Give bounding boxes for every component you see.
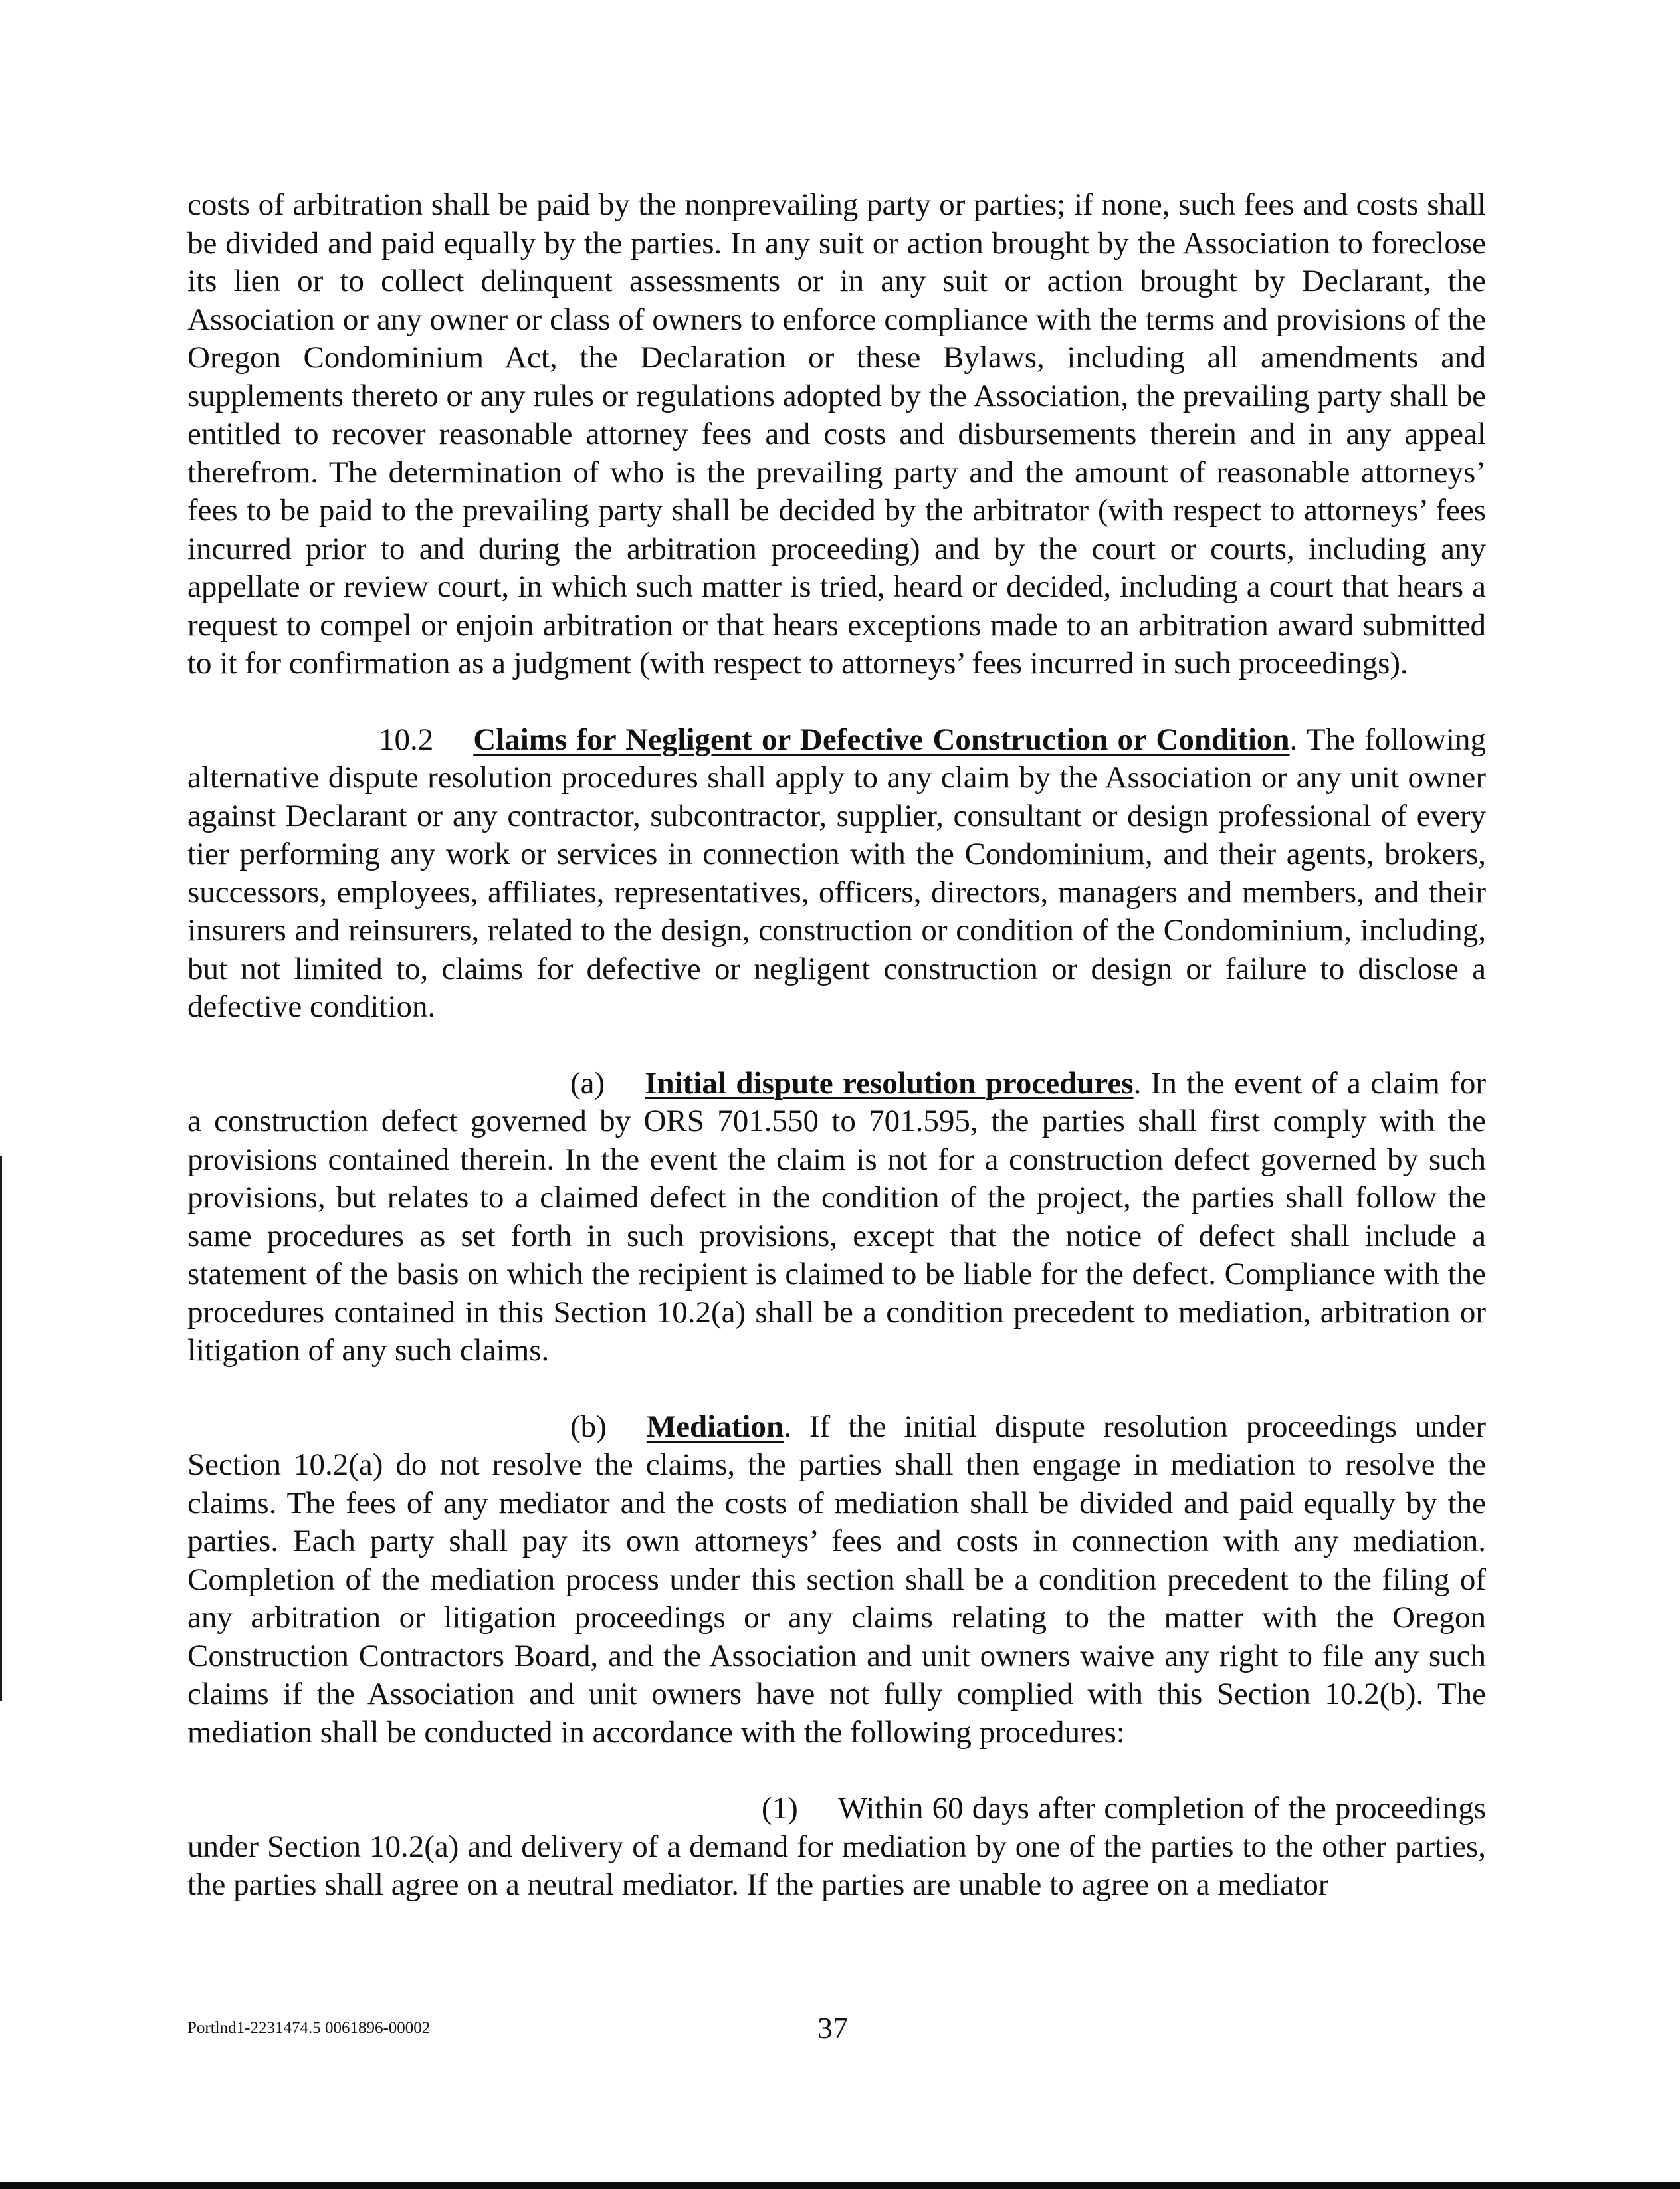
footer-document-id: Portlnd1-2231474.5 0061896-00002 [187,2019,431,2037]
subsection-b [187,1408,1486,1752]
paragraph-gap [187,1027,1486,1065]
clause-text: Within 60 days after completion of the proceedings under Section 10.2(a) and delivery of a demand for mediation by one of the parties to the other parties, the parties shall agree on a neutral mediator. If the parties are unable to agree on a mediator [187,1791,1486,1902]
section-text: . The following alternative dispute resolution procedures shall apply to any claim by the Association or any unit owner against Declarant or any contractor, subcontractor, supplier, consultant or design professional of every tier performing any work or services in connection with the Condominium, and their agents, brokers, successors, employees, affiliates, representatives, officers, directors, managers and members, and their insurers and reinsurers, related to the design, construction or condition of the Condominium, including, but not limited to, claims for defective or negligent construction or design or failure to disclose a defective condition. [187,722,1486,1024]
subsection-heading: Initial dispute resolution procedures [645,1065,1134,1100]
section-10-2 [187,721,1486,1027]
subsection-label: (b) [570,1409,607,1444]
scan-edge-bottom [0,2182,1680,2189]
paragraph-gap [187,683,1486,721]
subsection-a [187,1065,1486,1370]
document-body [187,186,1486,1905]
subsection-text: . If the initial dispute resolution proceedings under Section 10.2(a) do not resolve the claims, the parties shall then engage in mediation to resolve the claims. The fees of any mediator and the costs of mediation shall be divided and paid equally by the parties. Each party shall pay its own attorneys’ fees and costs in connection with any mediation. Completion of the mediation process under this section shall be a condition precedent to the filing of any arbitration or litigation proceedings or any claims relating to the matter with the Oregon Construction Contractors Board, and the Association and unit owners waive any right to file any such claims if the Association and unit owners have not fully complied with this Section 10.2(b). The mediation shall be conducted in accordance with the following procedures: [187,1409,1486,1750]
clause-label: (1) [762,1791,798,1825]
subsection-text: . In the event of a claim for a construction defect governed by ORS 701.550 to 701.595, the parties shall first comply with the provisions contained therein. In the event the claim is not for a construction defect governed by such provisions, but relates to a claimed defect in the condition of the project, the parties shall follow the same procedures as set forth in such provisions, except that the notice of defect shall include a statement of the basis on which the recipient is claimed to be liable for the defect. Compliance with the procedures contained in this Section 10.2(a) shall be a condition precedent to mediation, arbitration or litigation of any such claims. [187,1065,1487,1368]
scan-edge-left [0,1156,2,1701]
section-number: 10.2 [379,722,434,757]
paragraph-gap [187,1370,1486,1408]
page-number: 37 [817,2011,848,2045]
subsection-heading: Mediation [646,1409,784,1444]
clause-1 [187,1790,1486,1905]
paragraph-gap [187,1752,1486,1790]
section-heading: Claims for Negligent or Defective Construction or Condition [473,722,1290,757]
subsection-label: (a) [570,1065,605,1100]
paragraph-continuation: costs of arbitration shall be paid by the nonprevailing party or parties; if none, such fees and costs shall be divided and paid equally by the parties. In any suit or action brought by the Association to foreclose its lien or to collect delinquent assessments or in any suit or action brought by Declarant, the Association or any owner or class of owners to enforce compliance with the terms and provisions of the Oregon Condominium Act, the Declaration or these Bylaws, including all amendments and supplements thereto or any rules or regulations adopted by the Association, the prevailing party shall be entitled to recover reasonable attorney fees and costs and disbursements therein and in any appeal therefrom. The determination of who is the prevailing party and the amount of reasonable attorneys’ fees to be paid to the prevailing party shall be decided by the arbitrator (with respect to attorneys’ fees incurred prior to and during the arbitration proceeding) and by the court or courts, including any appellate or review court, in which such matter is tried, heard or decided, including a court that hears a request to compel or enjoin arbitration or that hears exceptions made to an arbitration award submitted to it for confirmation as a judgment (with respect to attorneys’ fees incurred in such proceedings). [187,187,1486,680]
